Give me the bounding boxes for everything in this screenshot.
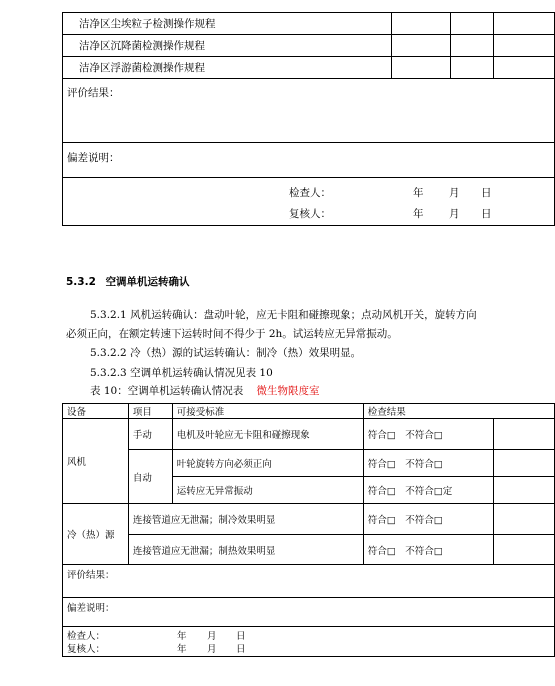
day-label: 日 (481, 187, 492, 199)
table-row (63, 13, 555, 35)
criteria-cell: 电机及叶轮应无卡阻和碰擦现象 (172, 419, 363, 450)
day-label: 日 (481, 208, 492, 220)
signature-row (63, 627, 555, 657)
section-title: 空调单机运转确认 (105, 276, 190, 288)
criteria-cell: 连接管道应无泄漏；制热效果明显 (128, 535, 363, 565)
table-row (63, 35, 555, 57)
header-result: 检查结果 (363, 404, 554, 419)
signature-row (63, 178, 555, 226)
paragraph-table-ref: 5.3.2.3 空调单机运转确认情况见表 10 (90, 367, 273, 379)
header-device: 设备 (63, 404, 129, 419)
header-criteria: 可接受标准 (172, 404, 363, 419)
signature-cell (63, 627, 555, 657)
deviation-label: 偏差说明： (63, 598, 555, 627)
sop-name: 洁净区沉降菌检测操作规程 (63, 35, 392, 57)
table-row (63, 57, 555, 79)
result-cell: 符合□ 不符合□定 (363, 477, 493, 504)
deviation-row (63, 143, 555, 178)
criteria-cell: 叶轮旋转方向必须正向 (172, 450, 363, 477)
fan-label: 风机 (63, 419, 129, 504)
table-row (63, 535, 555, 565)
sop-name: 洁净区浮游菌检测操作规程 (63, 57, 392, 79)
evaluation-row (63, 565, 555, 598)
section-number: 5.3.2 (66, 276, 96, 288)
criteria-cell: 连接管道应无泄漏；制冷效果明显 (128, 504, 363, 535)
year-label: 年 (413, 187, 424, 199)
sop-name: 洁净区尘埃粒子检测操作规程 (63, 13, 392, 35)
result-cell: 符合□ 不符合□ (363, 419, 493, 450)
table-row (63, 419, 555, 450)
table10 (62, 403, 555, 657)
cold-heat-label: 冷（热）源 (63, 504, 129, 565)
caption-text: 表 10：空调单机运转确认情况表 (90, 385, 244, 397)
result-cell: 符合□ 不符合□ (363, 450, 493, 477)
inspector-label: 检查人： (67, 631, 106, 642)
year-label: 年 (177, 631, 187, 642)
inspector-label: 检查人： (289, 187, 331, 199)
result-cell: 符合□ 不符合□ (363, 535, 493, 565)
paragraph-cold-heat: 5.3.2.2 冷（热）源的试运转确认：制冷（热）效果明显。 (90, 347, 362, 359)
deviation-row (63, 598, 555, 627)
month-label: 月 (207, 631, 217, 642)
table-row (63, 450, 555, 477)
manual-label: 手动 (128, 419, 172, 450)
paragraph-fan-cont: 必须正向，在额定转速下运转时间不得少于 2h。试运转应无异常振动。 (66, 328, 398, 340)
reviewer-label: 复核人： (289, 208, 331, 220)
month-label: 月 (449, 208, 460, 220)
lab-stamp-text: 微生物限度室 (256, 385, 320, 397)
month-label: 月 (207, 644, 217, 655)
criteria-cell: 运转应无异常振动 (172, 477, 363, 504)
auto-label: 自动 (128, 450, 172, 504)
table-header-row (63, 404, 555, 419)
month-label: 月 (449, 187, 460, 199)
year-label: 年 (413, 208, 424, 220)
table-caption (90, 383, 320, 398)
evaluation-label: 评价结果： (63, 79, 555, 143)
result-cell: 符合□ 不符合□ (363, 504, 493, 535)
evaluation-label: 评价结果： (63, 565, 555, 598)
signature-cell (63, 178, 555, 226)
evaluation-row (63, 79, 555, 143)
reviewer-label: 复核人： (67, 644, 106, 655)
day-label: 日 (236, 644, 246, 655)
day-label: 日 (236, 631, 246, 642)
header-item: 项目 (128, 404, 172, 419)
year-label: 年 (177, 644, 187, 655)
section-heading (66, 274, 190, 289)
deviation-label: 偏差说明： (63, 143, 555, 178)
top-table (62, 12, 555, 226)
paragraph-fan: 5.3.2.1 风机运转确认：盘动叶轮，应无卡阻和碰擦现象；点动风机开关，旋转方向 (90, 309, 477, 321)
table-row (63, 504, 555, 535)
